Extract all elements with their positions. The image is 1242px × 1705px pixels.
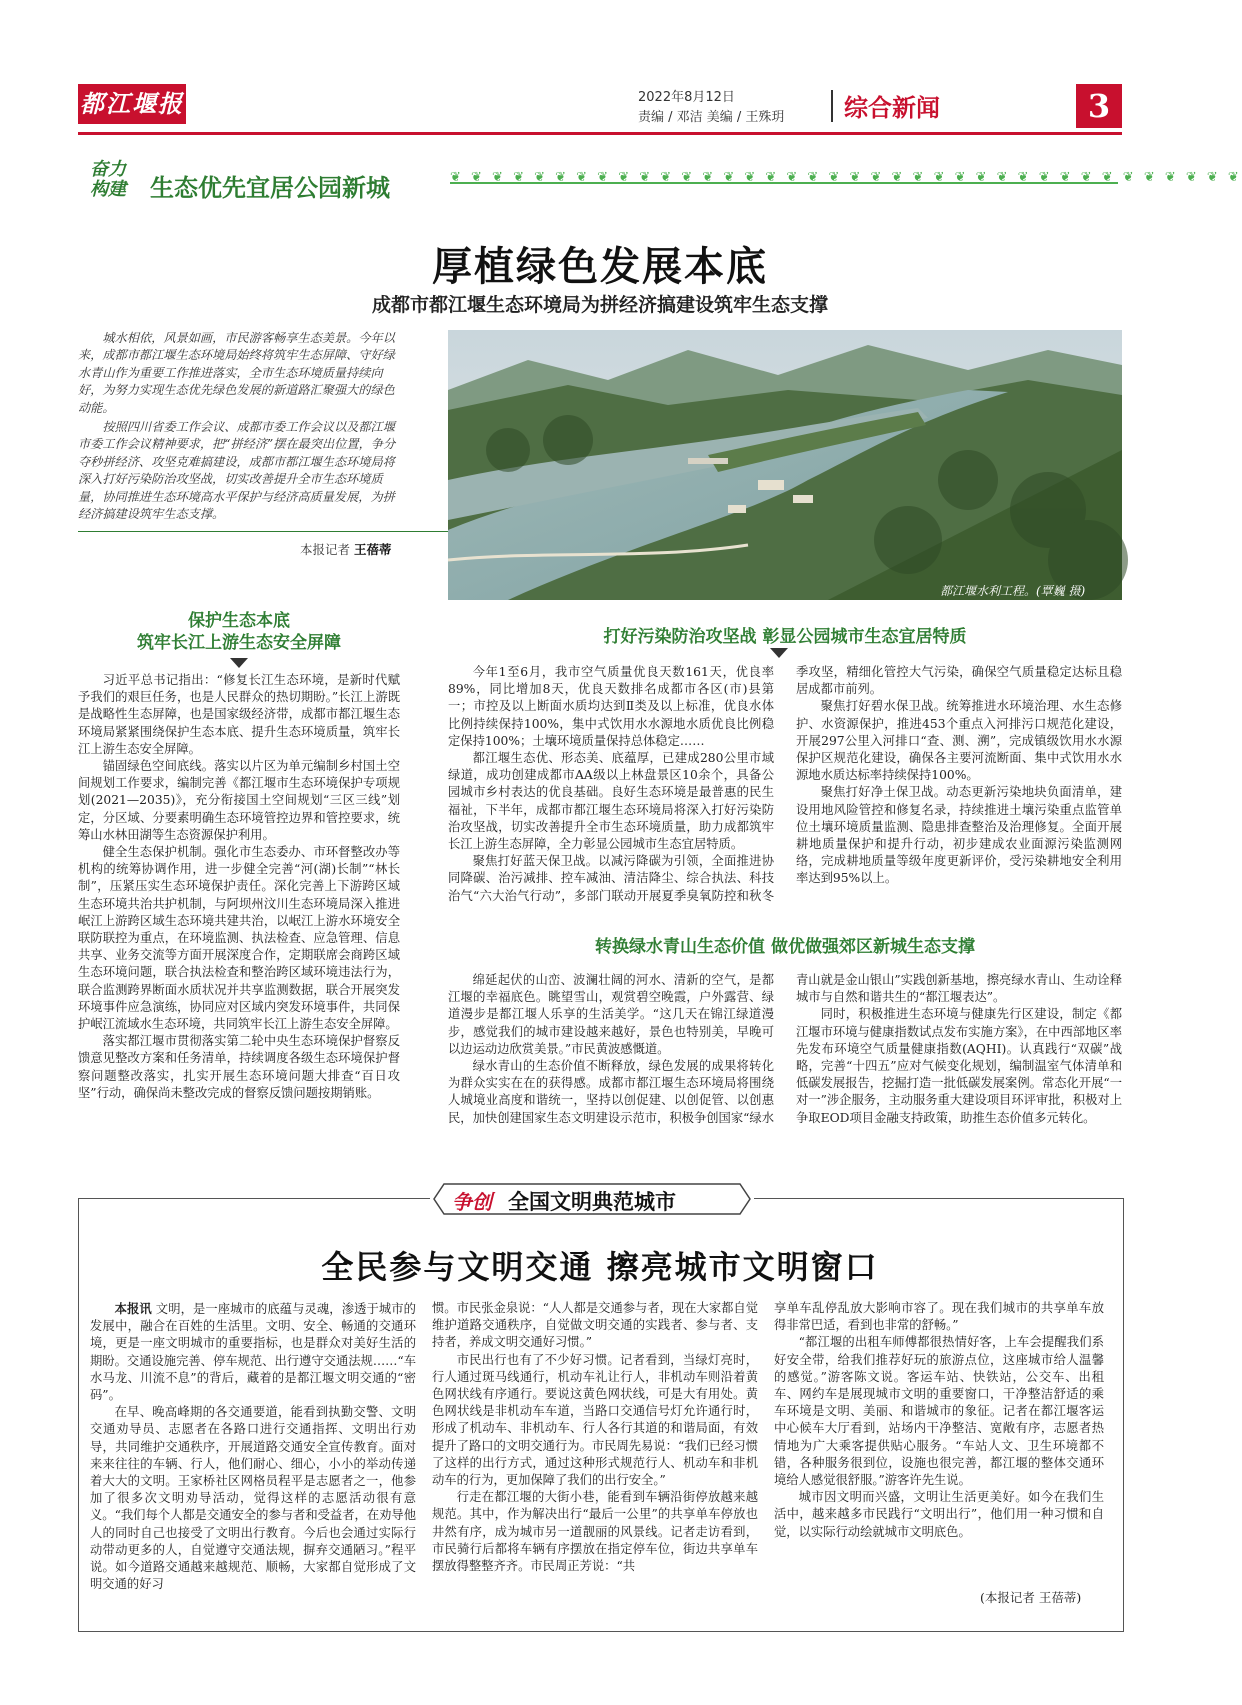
landscape-photo-illustration [448, 330, 1122, 600]
lead-divider [78, 531, 450, 532]
editor-credits: 责编 / 邓洁 美编 / 王殊玥 [638, 110, 785, 125]
col2-body [448, 664, 1122, 918]
box-col2 [432, 1300, 758, 1616]
col1-heading-line1: 保护生态本底 [188, 611, 290, 631]
body-paragraph: 惯。市民张金泉说：“人人都是交通参与者，现在大家都自觉维护道路交通秩序，自觉做文明交通的实践者、参与者、支持者，养成文明交通好习惯。” [432, 1301, 759, 1350]
box-headline: 全民参与文明交通 擦亮城市文明窗口 [321, 1248, 879, 1286]
box-tab-title: 全国文明典范城市 [508, 1190, 676, 1214]
section-name: 综合新闻 [844, 94, 940, 122]
heading-pointer-icon [230, 658, 248, 668]
byline-prefix: 本报记者 [300, 542, 351, 557]
lead-paragraph: 城水相依，风景如画，市民游客畅享生态美景。今年以来，成都市都江堰生态环境局始终将筑牢生态屏障、守好绿水青山作为重要工作推进落实，全市生态环境质量持续向好，为努力实现生态优先绿色发展的新道路汇聚强大的绿色动能。 [78, 331, 395, 415]
body-paragraph: 健全生态保护机制。强化市生态委办、市环督整改办等机构的统筹协调作用，进一步健全完善“河(湖)长制”“林长制”，压紧压实生态环境保护责任。深化完善上下游跨区域生态环境共治共护机制，与阿坝州汶川生态环境局深入推进岷江上游跨区域生态环境共建共治，以岷江上游水环境安全联防联控为重点，在环境监测、执法检查、应急管理、信息共享、业务交流等方面开展深度合作，定期联席会商跨区域生态环境问题，联合执法检查和整治跨区域环境违法行为，联合监测跨界断面水质状况并共享监测数据，联合开展突发环境事件应急演练，协同应对区域内突发环境事件，共同保护岷江流域水生态环境，共同筑牢长江上游生态安全屏障。 [78, 845, 400, 1032]
photo-caption: 都江堰水利工程。(覃巍 摄) [940, 584, 1086, 598]
issue-date: 2022年8月12日 [638, 90, 735, 105]
lead-tag: 本报讯 [114, 1301, 152, 1316]
byline-name: 王蓓蒂 [354, 542, 392, 557]
col3-body [448, 972, 1122, 1168]
masthead-divider [831, 90, 833, 122]
body-paragraph: 今年1至6月，我市空气质量优良天数161天，优良率89%，同比增加8天，优良天数排名成都市各区(市)县第一；市控及以上断面水质均达到Ⅱ类及以上标准，优良水体比例持续保持100%，集中式饮用水水源地水质优良比例稳定保持100%；土壤环境质量保持总体稳定…… [448, 665, 774, 748]
newspaper-logo[interactable]: 都江堰报 [78, 84, 186, 124]
body-paragraph: 绿水青山的生态价值不断释放，绿色发展的成果将转化为群众实实在在的获得感。成都市都江堰生态环境局将围绕人城境业高度和谐统一，坚持以创促建、以创促管、以创惠民，加快创建国家生态文明建设示范市，积极争创国家“绿水青山就是金山银山”实践创新基地，擦亮绿水青山、生动诠释城市与自然和谐共生的“都江堰表达”。 [448, 973, 1123, 1125]
body-paragraph: 绵延起伏的山峦、波澜壮阔的河水、清新的空气，是都江堰的幸福底色。眺望雪山，观赏碧空晚霞，户外露营、绿道漫步是都江堰人乐享的生活美学。“这几天在锦江绿道漫步，感觉我们的城市建设越来越好，景色也特别美，早晚可以边运动边欣赏美景。”市民黄波感慨道。 [448, 973, 774, 1056]
leaf-ornament-icon: ❦ ❦ ❦ ❦ ❦ ❦ ❦ ❦ ❦ ❦ ❦ ❦ ❦ ❦ ❦ ❦ ❦ ❦ ❦ ❦ ❦ ❦ ❦ ❦ ❦ ❦ ❦ ❦ ❦ ❦ ❦ ❦ ❦ ❦ ❦ ❦ ❦ ❦ [450, 170, 1242, 185]
col1-body [78, 672, 400, 1160]
box-byline: (本报记者 王蓓蒂) [980, 1590, 1082, 1605]
col2-heading: 打好污染防治攻坚战 彰显公园城市生态宜居特质 [603, 627, 967, 647]
body-paragraph: 落实都江堰市贯彻落实第二轮中央生态环境保护督察反馈意见整改方案和任务清单，持续调度各级生态环境保护督察问题整改落实，扎实开展生态环境问题大排查“百日攻坚”行动，确保尚未整改完成的督察反馈问题按期销账。 [78, 1034, 400, 1100]
masthead-rule [78, 132, 1122, 135]
body-paragraph: 行走在都江堰的大街小巷，能看到车辆沿街停放越来越规范。其中，作为解决出行“最后一公里”的共享单车停放也井然有序，成为城市另一道靓丽的风景线。记者走访看到，市民骑行后都将车辆有序摆放在指定停车位，街边共享单车摆放得整整齐齐。市民周正芳说：“共 [432, 1490, 758, 1574]
page-number: 3 [1076, 84, 1122, 128]
body-paragraph: 市民出行也有了不少好习惯。记者看到，当绿灯亮时，行人通过斑马线通行，机动车礼让行人，非机动车则沿着黄色网状线有序通行。要说这黄色网状线，可是大有用处。黄色网状线是非机动车车道，当路口交通信号灯允许通行时，形成了机动车、非机动车、行人各行其道的和谐局面，有效提升了路口的文明交通行为。市民周先易说：“我们已经习惯了这样的出行方式，通过这种形式规范行人、机动车和非机动车的行为，更加保障了我们的出行安全。” [432, 1352, 759, 1488]
dujiangyan-aerial-photo[interactable] [448, 330, 1122, 600]
body-paragraph: 锚固绿色空间底线。落实以片区为单元编制乡村国土空间规划工作要求，编制完善《都江堰市生态环境保护专项规划(2021—2035)》，充分衔接国土空间规划“三区三线”划定，分区域、分要素明确生态环境管控边界和管控要求，统筹山水林田湖等生态资源保护利用。 [78, 759, 400, 842]
body-paragraph: 聚焦打好碧水保卫战。统筹推进水环境治理、水生态修护、水资源保护，推进453个重点入河排污口规范化建设，开展297公里入河排口“查、测、溯”，完成镇级饮用水水源保护区规范化建设，确保各主要河流断面、集中式饮用水水源地水质达标率持续保持100%。 [796, 699, 1122, 783]
col1-heading [78, 610, 400, 654]
box-tab [430, 1180, 754, 1218]
masthead [78, 84, 1122, 128]
col1-heading-line2: 筑牢长江上游生态安全屏障 [137, 633, 341, 653]
banner-title: 生态优先宜居公园新城 [150, 174, 390, 202]
lead-paragraph: 按照四川省委工作会议、成都市委工作会议以及都江堰市委工作会议精神要求，把“拼经济”摆在最突出位置，争分夺秒拼经济、攻坚克难搞建设，成都市都江堰生态环境局将深入打好污染防治攻坚战，切实改善提升全市生态环境质量，协同推进生态环境高水平保护与经济高质量发展，为拼经济搞建设筑牢生态支撑。 [78, 420, 396, 522]
col3-heading: 转换绿水青山生态价值 做优做强郊区新城生态支撑 [595, 937, 975, 957]
body-paragraph: 习近平总书记指出：“修复长江生态环境，是新时代赋予我们的艰巨任务，也是人民群众的热切期盼。”长江上游既是战略性生态屏障，也是国家级经济带，成都市都江堰生态环境局紧紧围绕保护生态本底、提升生态环境质量，筑牢长江上游生态安全屏障。 [78, 673, 400, 756]
section-banner [90, 159, 1242, 206]
box-col3 [774, 1300, 1104, 1566]
body-paragraph: 在早、晚高峰期的各交通要道，能看到执勤交警、文明交通劝导员、志愿者在各路口进行交通指挥、文明出行劝导，共同维护交通秩序，开展道路交通安全宣传教育。面对来来往往的车辆、行人，他们耐心、细心，小小的举动传递着大大的文明。王家桥社区网格员程平是志愿者之一，他参加了很多次文明劝导活动，觉得这样的志愿活动很有意义。“我们每个人都是交通安全的参与者和受益者，在劝导他人的同时自己也接受了文明出行教育。今后也会通过实际行动带动更多的人，自觉遵守交通法规，摒弃交通陋习。”程平说。如今道路交通越来越规范、顺畅，大家都自觉形成了文明交通的好习 [90, 1405, 417, 1592]
body-text: 文明，是一座城市的底蕴与灵魂，渗透于城市的发展中，融合在百姓的生活里。文明、安全、畅通的交通环境，更是一座文明城市的重要指标，也是群众对美好生活的期盼。交通设施完善、停车规范、出行遵守交通法规……“车水马龙、川流不息”的背后，藏着的是都江堰文明交通的“密码”。 [90, 1302, 417, 1403]
body-paragraph: 都江堰生态优、形态美、底蕴厚，已建成280公里市域绿道，成功创建成都市AA级以上林盘景区10余个，具备公园城市乡村表达的优良基础。良好生态环境是最普惠的民生福祉，下半年，成都市都江堰生态环境局将深入打好污染防治攻坚战，切实改善提升全市生态环境质量，助力成都筑牢长江上游生态屏障，全力彰显公园城市生态宜居特质。 [448, 751, 774, 852]
body-paragraph: 聚焦打好净土保卫战。动态更新污染地块负面清单，建设用地风险管控和修复名录，持续推进土壤污染重点监管单位土壤环境质量监测、隐患排查整治及治理修复。全面开展耕地质量保护和提升行动，初步建成农业面源污染监测网络，完成耕地质量等级年度更新评价，受污染耕地安全利用率达到95%以上。 [796, 785, 1122, 886]
heading-pointer-icon [770, 648, 788, 658]
banner-prefix: 奋力构建 [90, 159, 126, 200]
box-col1 [90, 1300, 416, 1616]
box-tab-prefix: 争创 [452, 1190, 492, 1214]
body-paragraph: “都江堰的出租车师傅都很热情好客，上车会提醒我们系好安全带，给我们推荐好玩的旅游点位，这座城市给人温馨的感觉。”游客陈文说。客运车站、快铁站，公交车、出租车、网约车是展现城市文明的重要窗口，干净整洁舒适的乘车环境是文明、美丽、和谐城市的象征。记者在都江堰客运中心候车大厅看到，站场内干净整洁、宽敞有序，志愿者热情地为广大乘客提供贴心服务。“车站人文、卫生环境都不错，各种服务很到位，设施也很完善，都江堰的整体交通环境给人感觉很舒服。”游客许先生说。 [774, 1335, 1104, 1488]
article-headline: 厚植绿色发展本底 [432, 244, 768, 290]
body-paragraph: 同时，积极推进生态环境与健康先行区建设，制定《都江堰市环境与健康指数试点发布实施方案》，在中西部地区率先发布环境空气质量健康指数(AQHI)。认真践行“双碳”战略，完善“十四五”应对气候变化规划，编制温室气体清单和低碳发展报告，挖掘打造一批低碳发展案例。常态化开展“一对一”涉企服务，主动服务重大建设项目环评审批，积极对上争取EOD项目金融支持政策，助推生态价值多元转化。 [796, 1007, 1123, 1125]
article-lead [78, 330, 400, 525]
body-paragraph: 聚焦打好蓝天保卫战。以减污降碳为引领，全面推进协同降碳、治污减排、控车减油、清洁降尘、综合执法、科技治气“六大治气行动”，多部门联动开展夏季臭氧防控和秋冬季攻坚，精细化管控大气污染，确保空气质量稳定达标且稳居成都市前列。 [448, 665, 1122, 903]
body-paragraph: 城市因文明而兴盛，文明让生活更美好。如今在我们生活中，越来越多市民践行“文明出行”，他们用一种习惯和自觉，以实际行动绘就城市文明底色。 [774, 1490, 1104, 1539]
article-byline [300, 540, 392, 558]
body-paragraph: 享单车乱停乱放大影响市容了。现在我们城市的共享单车放得非常巴适，看到也非常的舒畅。” [774, 1301, 1104, 1333]
article-subhead: 成都市都江堰生态环境局为拼经济搞建设筑牢生态支撑 [371, 294, 828, 316]
body-paragraph [90, 1300, 416, 1404]
